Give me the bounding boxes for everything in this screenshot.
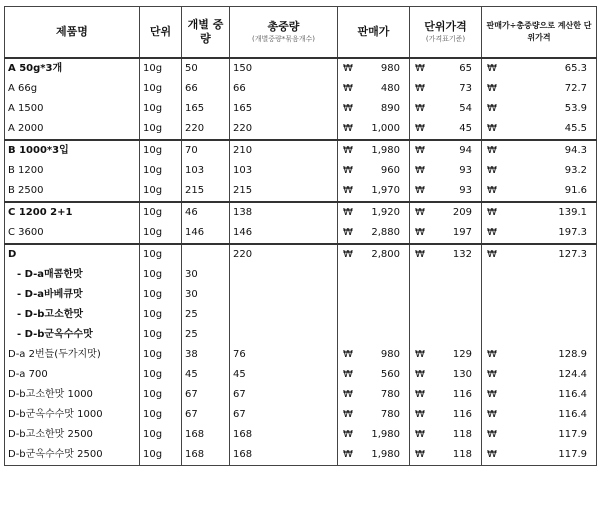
amount-value: 127.3 <box>558 249 587 260</box>
cell-calculated-unit-price <box>482 58 597 79</box>
cell-product-name: A 1500 <box>5 99 140 119</box>
amount-value: 116.4 <box>558 389 587 400</box>
cell-product-name: B 1000*3입 <box>5 140 140 161</box>
cell-unit-price <box>410 79 482 99</box>
currency-symbol: ₩ <box>415 123 425 134</box>
cell-total-weight: 165 <box>230 99 338 119</box>
currency-symbol: ₩ <box>343 349 353 360</box>
cell-price <box>338 140 410 161</box>
cell-total-weight: 168 <box>230 425 338 445</box>
amount-value: 1,970 <box>371 185 400 196</box>
cell-individual-weight: 67 <box>182 385 230 405</box>
amount-value: 980 <box>380 63 400 74</box>
header-product-name: 제품명 <box>5 7 140 59</box>
cell-individual-weight: 168 <box>182 445 230 466</box>
header-calculated-unit-price: 판매가÷총중량으로 계산한 단위가격 <box>482 7 597 59</box>
cell-individual-weight: 67 <box>182 405 230 425</box>
cell-price <box>338 119 410 140</box>
cell-total-weight: 168 <box>230 445 338 466</box>
cell-unit-price <box>410 223 482 244</box>
currency-symbol: ₩ <box>487 185 497 196</box>
amount-value: 480 <box>380 83 400 94</box>
cell-product-name: D-b군옥수수맛 2500 <box>5 445 140 466</box>
amount-value: 65 <box>459 63 472 74</box>
currency-symbol: ₩ <box>415 63 425 74</box>
currency-symbol: ₩ <box>487 83 497 94</box>
cell-total-weight: 215 <box>230 181 338 202</box>
cell-individual-weight: 30 <box>182 285 230 305</box>
header-price: 판매가 <box>338 7 410 59</box>
currency-symbol: ₩ <box>343 429 353 440</box>
amount-value: 94 <box>459 145 472 156</box>
cell-calculated-unit-price <box>482 79 597 99</box>
table-row <box>5 425 597 445</box>
amount-value: 73 <box>459 83 472 94</box>
cell-product-name: D-a 700 <box>5 365 140 385</box>
cell-product-name: B 1200 <box>5 161 140 181</box>
currency-symbol: ₩ <box>487 103 497 114</box>
table-row <box>5 119 597 140</box>
cell-product-name: D <box>5 244 140 265</box>
currency-symbol: ₩ <box>487 165 497 176</box>
amount-value: 1,980 <box>371 145 400 156</box>
cell-calculated-unit-price <box>482 181 597 202</box>
currency-symbol: ₩ <box>343 145 353 156</box>
amount-value: 780 <box>380 389 400 400</box>
currency-symbol: ₩ <box>487 389 497 400</box>
cell-unit-price <box>410 345 482 365</box>
cell-unit: 10g <box>140 119 182 140</box>
amount-value: 980 <box>380 349 400 360</box>
cell-unit-price <box>410 161 482 181</box>
cell-individual-weight: 25 <box>182 305 230 325</box>
currency-symbol: ₩ <box>487 449 497 460</box>
currency-symbol: ₩ <box>415 145 425 156</box>
currency-symbol: ₩ <box>415 369 425 380</box>
cell-calculated-unit-price <box>482 425 597 445</box>
cell-price <box>338 365 410 385</box>
amount-value: 2,880 <box>371 227 400 238</box>
currency-symbol: ₩ <box>415 409 425 420</box>
amount-value: 1,920 <box>371 207 400 218</box>
table-row <box>5 202 597 223</box>
cell-price <box>338 445 410 466</box>
cell-total-weight: 66 <box>230 79 338 99</box>
table-row <box>5 345 597 365</box>
cell-unit: 10g <box>140 99 182 119</box>
currency-symbol: ₩ <box>487 349 497 360</box>
cell-calculated-unit-price <box>482 305 597 325</box>
cell-unit: 10g <box>140 140 182 161</box>
price-comparison-table <box>4 6 597 466</box>
amount-value: 116.4 <box>558 409 587 420</box>
cell-price <box>338 244 410 265</box>
cell-individual-weight: 25 <box>182 325 230 345</box>
currency-symbol: ₩ <box>343 103 353 114</box>
cell-product-name: C 3600 <box>5 223 140 244</box>
cell-individual-weight <box>182 244 230 265</box>
currency-symbol: ₩ <box>415 349 425 360</box>
currency-symbol: ₩ <box>343 83 353 94</box>
currency-symbol: ₩ <box>343 389 353 400</box>
amount-value: 72.7 <box>564 83 587 94</box>
amount-value: 2,800 <box>371 249 400 260</box>
cell-unit-price <box>410 265 482 285</box>
cell-unit: 10g <box>140 305 182 325</box>
cell-unit-price <box>410 58 482 79</box>
table-row <box>5 99 597 119</box>
cell-individual-weight: 168 <box>182 425 230 445</box>
cell-total-weight <box>230 265 338 285</box>
cell-total-weight: 67 <box>230 405 338 425</box>
amount-value: 560 <box>380 369 400 380</box>
cell-price <box>338 405 410 425</box>
cell-individual-weight: 165 <box>182 99 230 119</box>
amount-value: 130 <box>452 369 472 380</box>
cell-unit-price <box>410 325 482 345</box>
cell-calculated-unit-price <box>482 202 597 223</box>
amount-value: 129 <box>452 349 472 360</box>
amount-value: 93 <box>459 185 472 196</box>
cell-total-weight: 220 <box>230 244 338 265</box>
cell-unit: 10g <box>140 161 182 181</box>
currency-symbol: ₩ <box>415 429 425 440</box>
table-row <box>5 445 597 466</box>
cell-unit: 10g <box>140 244 182 265</box>
header-unit: 단위 <box>140 7 182 59</box>
cell-individual-weight: 46 <box>182 202 230 223</box>
cell-unit: 10g <box>140 385 182 405</box>
currency-symbol: ₩ <box>487 409 497 420</box>
cell-price <box>338 161 410 181</box>
cell-unit: 10g <box>140 58 182 79</box>
cell-individual-weight: 66 <box>182 79 230 99</box>
currency-symbol: ₩ <box>415 165 425 176</box>
cell-calculated-unit-price <box>482 325 597 345</box>
cell-price <box>338 345 410 365</box>
amount-value: 117.9 <box>558 449 587 460</box>
cell-calculated-unit-price <box>482 345 597 365</box>
cell-price <box>338 425 410 445</box>
cell-total-weight <box>230 305 338 325</box>
cell-individual-weight: 70 <box>182 140 230 161</box>
cell-unit-price <box>410 305 482 325</box>
table-row <box>5 325 597 345</box>
currency-symbol: ₩ <box>487 207 497 218</box>
cell-total-weight: 220 <box>230 119 338 140</box>
cell-unit: 10g <box>140 202 182 223</box>
amount-value: 1,980 <box>371 449 400 460</box>
cell-calculated-unit-price <box>482 119 597 140</box>
cell-unit: 10g <box>140 223 182 244</box>
cell-product-name: B 2500 <box>5 181 140 202</box>
amount-value: 45.5 <box>564 123 587 134</box>
amount-value: 780 <box>380 409 400 420</box>
currency-symbol: ₩ <box>415 83 425 94</box>
cell-calculated-unit-price <box>482 223 597 244</box>
amount-value: 53.9 <box>564 103 587 114</box>
amount-value: 124.4 <box>558 369 587 380</box>
currency-symbol: ₩ <box>343 449 353 460</box>
cell-product-name: D-b군옥수수맛 1000 <box>5 405 140 425</box>
currency-symbol: ₩ <box>343 249 353 260</box>
cell-unit-price <box>410 365 482 385</box>
cell-unit-price <box>410 244 482 265</box>
cell-price <box>338 285 410 305</box>
cell-product-name: - D-a매콤한맛 <box>5 265 140 285</box>
header-row <box>5 7 597 59</box>
currency-symbol: ₩ <box>487 145 497 156</box>
currency-symbol: ₩ <box>343 185 353 196</box>
cell-total-weight <box>230 285 338 305</box>
price-table-container <box>4 6 596 466</box>
amount-value: 93.2 <box>564 165 587 176</box>
currency-symbol: ₩ <box>415 207 425 218</box>
cell-unit: 10g <box>140 325 182 345</box>
amount-value: 91.6 <box>564 185 587 196</box>
cell-price <box>338 99 410 119</box>
header-total-weight: 총중량 (개별중량*묶음개수) <box>230 7 338 59</box>
cell-price <box>338 305 410 325</box>
cell-product-name: D-a 2번들(두가지맛) <box>5 345 140 365</box>
currency-symbol: ₩ <box>343 123 353 134</box>
cell-unit: 10g <box>140 345 182 365</box>
cell-price <box>338 325 410 345</box>
currency-symbol: ₩ <box>415 185 425 196</box>
cell-product-name: A 66g <box>5 79 140 99</box>
cell-price <box>338 202 410 223</box>
cell-unit-price <box>410 119 482 140</box>
currency-symbol: ₩ <box>487 227 497 238</box>
header-total-weight-note: (개별중량*묶음개수) <box>251 35 316 43</box>
cell-individual-weight: 38 <box>182 345 230 365</box>
cell-unit-price <box>410 405 482 425</box>
table-row <box>5 405 597 425</box>
cell-calculated-unit-price <box>482 265 597 285</box>
cell-product-name: - D-a바베큐맛 <box>5 285 140 305</box>
cell-price <box>338 58 410 79</box>
cell-calculated-unit-price <box>482 161 597 181</box>
cell-calculated-unit-price <box>482 285 597 305</box>
currency-symbol: ₩ <box>487 63 497 74</box>
amount-value: 890 <box>380 103 400 114</box>
cell-calculated-unit-price <box>482 365 597 385</box>
amount-value: 118 <box>452 449 472 460</box>
currency-symbol: ₩ <box>415 449 425 460</box>
currency-symbol: ₩ <box>487 249 497 260</box>
currency-symbol: ₩ <box>415 249 425 260</box>
currency-symbol: ₩ <box>343 369 353 380</box>
cell-individual-weight: 220 <box>182 119 230 140</box>
header-individual-weight: 개별 중량 <box>182 7 230 59</box>
cell-price <box>338 79 410 99</box>
cell-calculated-unit-price <box>482 445 597 466</box>
table-row <box>5 385 597 405</box>
amount-value: 132 <box>452 249 472 260</box>
cell-product-name: D-b고소한맛 1000 <box>5 385 140 405</box>
cell-product-name: C 1200 2+1 <box>5 202 140 223</box>
cell-unit: 10g <box>140 365 182 385</box>
amount-value: 1,000 <box>371 123 400 134</box>
cell-calculated-unit-price <box>482 405 597 425</box>
currency-symbol: ₩ <box>343 409 353 420</box>
currency-symbol: ₩ <box>487 123 497 134</box>
cell-product-name: - D-b고소한맛 <box>5 305 140 325</box>
cell-individual-weight: 30 <box>182 265 230 285</box>
cell-product-name: - D-b군옥수수맛 <box>5 325 140 345</box>
header-unit-price: 단위가격 (가격표기준) <box>410 7 482 59</box>
currency-symbol: ₩ <box>343 63 353 74</box>
cell-unit-price <box>410 140 482 161</box>
table-row <box>5 140 597 161</box>
cell-unit: 10g <box>140 405 182 425</box>
table-row <box>5 265 597 285</box>
amount-value: 116 <box>452 389 472 400</box>
cell-price <box>338 385 410 405</box>
amount-value: 117.9 <box>558 429 587 440</box>
table-body <box>5 58 597 466</box>
cell-unit-price <box>410 425 482 445</box>
cell-total-weight: 45 <box>230 365 338 385</box>
table-row <box>5 244 597 265</box>
cell-price <box>338 181 410 202</box>
table-row <box>5 223 597 244</box>
amount-value: 45 <box>459 123 472 134</box>
amount-value: 94.3 <box>564 145 587 156</box>
cell-unit-price <box>410 202 482 223</box>
cell-total-weight: 76 <box>230 345 338 365</box>
amount-value: 197 <box>452 227 472 238</box>
cell-calculated-unit-price <box>482 244 597 265</box>
currency-symbol: ₩ <box>343 165 353 176</box>
table-row <box>5 285 597 305</box>
amount-value: 1,980 <box>371 429 400 440</box>
amount-value: 960 <box>380 165 400 176</box>
cell-calculated-unit-price <box>482 140 597 161</box>
cell-individual-weight: 215 <box>182 181 230 202</box>
currency-symbol: ₩ <box>415 389 425 400</box>
cell-individual-weight: 50 <box>182 58 230 79</box>
amount-value: 116 <box>452 409 472 420</box>
cell-individual-weight: 45 <box>182 365 230 385</box>
amount-value: 209 <box>452 207 472 218</box>
cell-unit-price <box>410 445 482 466</box>
cell-calculated-unit-price <box>482 99 597 119</box>
cell-unit-price <box>410 99 482 119</box>
cell-price <box>338 265 410 285</box>
cell-total-weight: 67 <box>230 385 338 405</box>
cell-individual-weight: 103 <box>182 161 230 181</box>
amount-value: 93 <box>459 165 472 176</box>
currency-symbol: ₩ <box>343 207 353 218</box>
cell-total-weight: 146 <box>230 223 338 244</box>
cell-unit-price <box>410 181 482 202</box>
cell-unit: 10g <box>140 181 182 202</box>
cell-total-weight <box>230 325 338 345</box>
cell-unit: 10g <box>140 265 182 285</box>
currency-symbol: ₩ <box>487 429 497 440</box>
table-row <box>5 365 597 385</box>
table-row <box>5 305 597 325</box>
currency-symbol: ₩ <box>343 227 353 238</box>
table-row <box>5 79 597 99</box>
cell-unit-price <box>410 385 482 405</box>
table-row <box>5 58 597 79</box>
cell-price <box>338 223 410 244</box>
cell-total-weight: 138 <box>230 202 338 223</box>
cell-product-name: A 50g*3개 <box>5 58 140 79</box>
cell-product-name: D-b고소한맛 2500 <box>5 425 140 445</box>
table-row <box>5 161 597 181</box>
cell-product-name: A 2000 <box>5 119 140 140</box>
currency-symbol: ₩ <box>487 369 497 380</box>
currency-symbol: ₩ <box>415 227 425 238</box>
cell-total-weight: 150 <box>230 58 338 79</box>
cell-total-weight: 210 <box>230 140 338 161</box>
cell-calculated-unit-price <box>482 385 597 405</box>
amount-value: 197.3 <box>558 227 587 238</box>
table-row <box>5 181 597 202</box>
cell-unit-price <box>410 285 482 305</box>
cell-individual-weight: 146 <box>182 223 230 244</box>
cell-unit: 10g <box>140 425 182 445</box>
amount-value: 54 <box>459 103 472 114</box>
amount-value: 65.3 <box>564 63 587 74</box>
cell-unit: 10g <box>140 285 182 305</box>
amount-value: 128.9 <box>558 349 587 360</box>
cell-unit: 10g <box>140 445 182 466</box>
amount-value: 139.1 <box>558 207 587 218</box>
header-unit-price-note: (가격표기준) <box>425 35 466 43</box>
amount-value: 118 <box>452 429 472 440</box>
currency-symbol: ₩ <box>415 103 425 114</box>
cell-total-weight: 103 <box>230 161 338 181</box>
cell-unit: 10g <box>140 79 182 99</box>
